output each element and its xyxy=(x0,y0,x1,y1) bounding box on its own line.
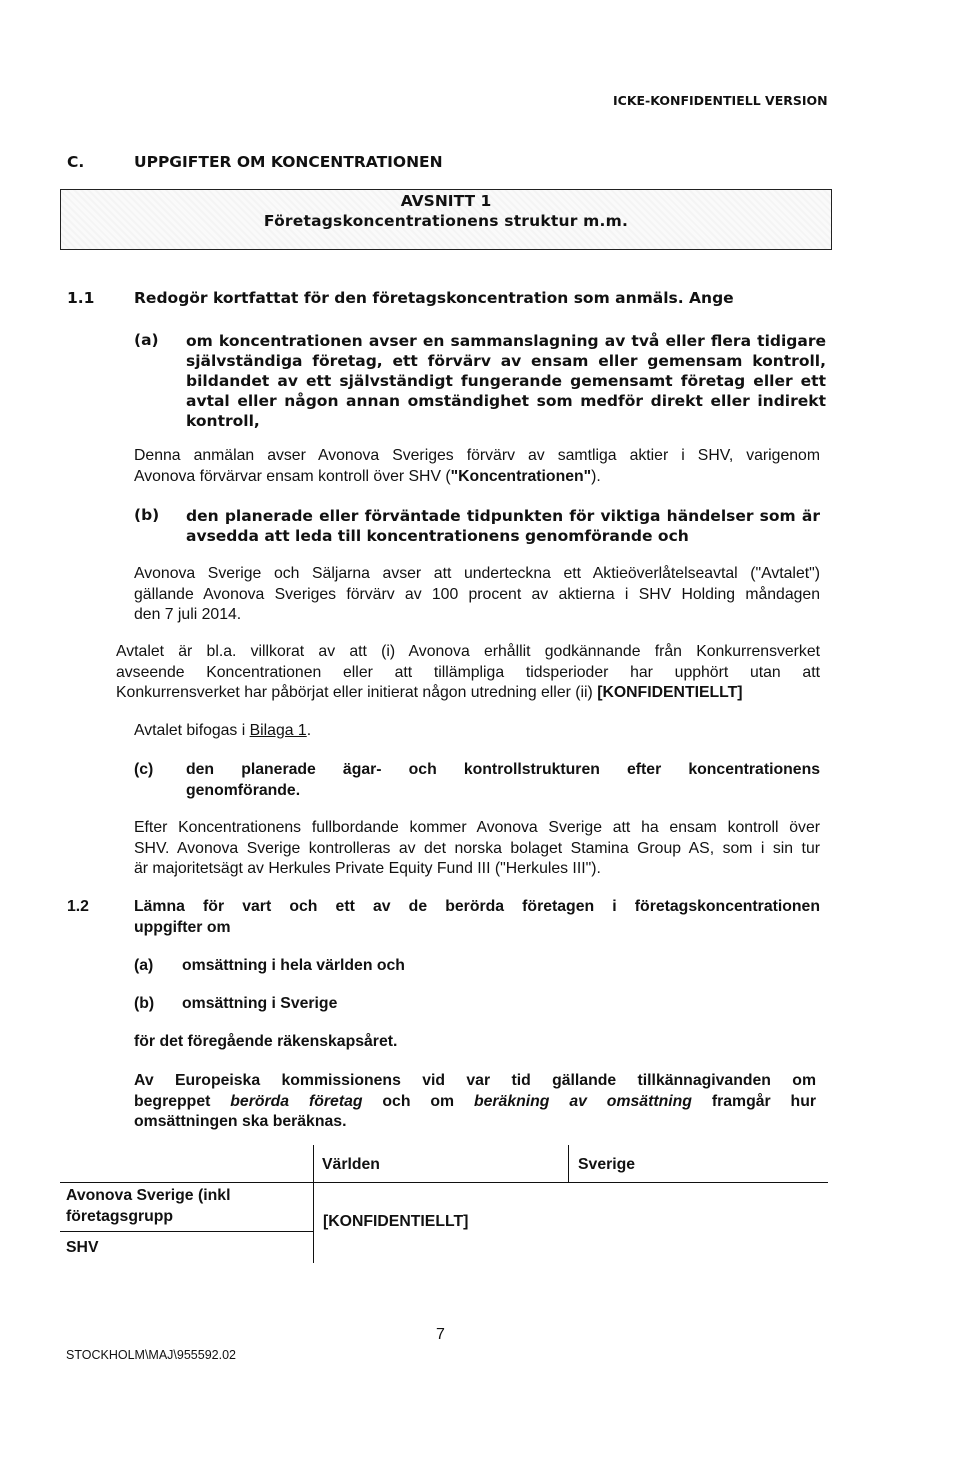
answer-line: den 7 juli 2014. xyxy=(134,606,242,624)
table-header-rule xyxy=(60,1182,828,1183)
answer-line: Avtalet är bl.a. villkorat av att (i) Avonova erhållit godkännande från Konkurrensverket xyxy=(116,643,820,660)
question-number-1-2: 1.2 xyxy=(67,898,89,915)
question-number-1-1: 1.1 xyxy=(67,289,95,307)
row-avonova-line: företagsgrupp xyxy=(66,1207,174,1225)
item-b-line: den planerade eller förväntade tidpunkten för viktiga händelser som är xyxy=(186,507,820,525)
section-title: UPPGIFTER OM KONCENTRATIONEN xyxy=(134,153,443,171)
item-a-line: kontroll, xyxy=(186,412,260,430)
item-a-label: (a) xyxy=(134,331,159,349)
answer-line: gällande Avonova Sveriges förvärv av 100 procent av aktierna i SHV Holding måndagen xyxy=(134,585,820,603)
table-vline-mid xyxy=(568,1145,569,1183)
item-1-2-b-text: omsättning i Sverige xyxy=(182,995,338,1012)
question-1-1-text: Redogör kortfattat för den företagskoncentration som anmäls. Ange xyxy=(134,289,734,307)
section-letter: C. xyxy=(67,153,85,171)
bilaga-1-link[interactable]: Bilaga 1 xyxy=(249,722,307,739)
table-vline-left xyxy=(313,1145,314,1263)
avsnitt-title: Företagskoncentrationens struktur m.m. xyxy=(263,212,629,230)
answer-line: avseende Koncentrationen eller att tillämpliga tidsperioder har upphört utan att xyxy=(116,663,820,681)
row-avonova xyxy=(66,1186,230,1227)
answer-line: är majoritetsägt av Herkules Private Equity Fund III ("Herkules III"). xyxy=(134,860,601,878)
answer-line: Avonova förvärvar ensam kontroll över SHV ("Koncentrationen"). xyxy=(134,467,601,485)
item-a-line: avtal eller någon annan omständighet som medför direkt eller indirekt xyxy=(186,392,826,410)
item-1-2-a-text: omsättning i hela världen och xyxy=(182,957,405,974)
item-c-label: (c) xyxy=(134,761,154,778)
document-reference: STOCKHOLM\MAJ\955592.02 xyxy=(66,1348,236,1362)
item-1-2-a-label: (a) xyxy=(134,957,154,974)
answer-line: Efter Koncentrationens fullbordande kommer Avonova Sverige att ha ensam kontroll över xyxy=(134,819,820,836)
row-shv: SHV xyxy=(66,1239,99,1256)
item-c-line: genomförande. xyxy=(186,781,301,799)
item-b-line: avsedda att leda till koncentrationens genomförande och xyxy=(186,527,689,545)
answer-line: SHV. Avonova Sverige kontrolleras av det norska bolaget Stamina Group AS, som i sin tur xyxy=(134,839,820,857)
item-c-text xyxy=(186,760,820,801)
note-line: omsättningen ska beräknas. xyxy=(134,1113,347,1131)
item-c-answer xyxy=(134,818,820,880)
item-1-2-b-label: (b) xyxy=(134,995,155,1012)
answer-line: Konkurrensverket har påbörjat eller initierat någon utredning eller (ii) [KONFIDENTIELLT] xyxy=(116,684,743,702)
bilaga-reference: Avtalet bifogas i Bilaga 1. xyxy=(134,722,312,739)
item-a-line: självständiga företag, ett förvärv av ensam eller gemensam kontroll, xyxy=(186,352,826,370)
page-number: 7 xyxy=(436,1326,445,1343)
item-a-answer xyxy=(134,446,820,487)
avsnitt-number: AVSNITT 1 xyxy=(400,192,492,210)
question-line: Lämna för vart och ett av de berörda företagen i företagskoncentrationen xyxy=(134,898,820,915)
question-line: uppgifter om xyxy=(134,918,231,936)
item-b-answer xyxy=(134,564,820,626)
item-a-line: om koncentrationen avser en sammanslagning av två eller flera tidigare xyxy=(186,332,826,350)
item-b-text xyxy=(186,506,820,546)
confidentiality-label: ICKE-KONFIDENTIELL VERSION xyxy=(613,93,828,108)
column-world: Världen xyxy=(322,1156,380,1173)
table-row-rule xyxy=(60,1231,314,1232)
item-c-line: den planerade ägar- och kontrollstrukturen efter koncentrationens xyxy=(186,761,820,778)
question-1-2-text xyxy=(134,897,820,938)
note-line: Av Europeiska kommissionens vid var tid gällande tillkännagivanden om xyxy=(134,1072,816,1089)
item-b-conditions xyxy=(116,642,820,704)
item-b-label: (b) xyxy=(134,506,160,524)
confidential-value: [KONFIDENTIELLT] xyxy=(323,1213,469,1230)
column-sweden: Sverige xyxy=(578,1156,636,1173)
answer-line: Denna anmälan avser Avonova Sveriges förvärv av samtliga aktier i SHV, varigenom xyxy=(134,447,820,464)
avsnitt-box xyxy=(60,189,832,250)
item-a-line: bildandet av ett självständigt fungerande gemensamt företag eller ett xyxy=(186,372,826,390)
answer-line: Avonova Sverige och Säljarna avser att underteckna ett Aktieöverlåtelseavtal ("Avtalet") xyxy=(134,565,820,582)
item-a-text xyxy=(186,331,826,431)
row-avonova-line: Avonova Sverige (inkl xyxy=(66,1187,231,1204)
fiscal-year-note: för det föregående räkenskapsåret. xyxy=(134,1033,398,1050)
commission-note xyxy=(134,1071,816,1133)
note-line: begreppet berörda företag och om beräkning av omsättning framgår hur xyxy=(134,1092,816,1110)
